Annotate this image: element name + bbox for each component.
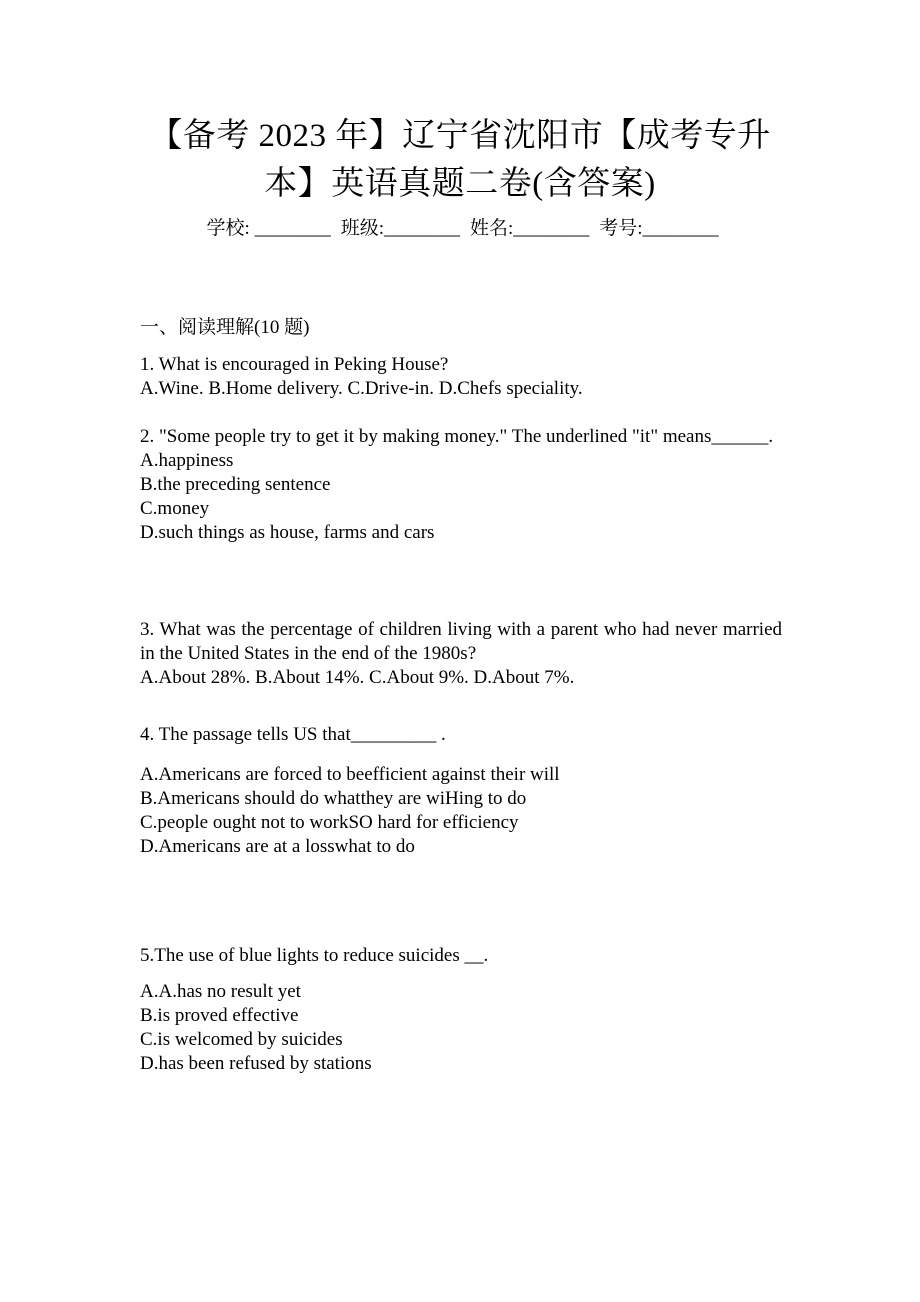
option-a: A.Americans are forced to beefficient against their will	[140, 764, 560, 785]
question-5-options	[140, 980, 782, 1076]
question-4	[140, 723, 782, 747]
option-c: C.people ought not to workSO hard for efficiency	[140, 812, 519, 833]
info-name	[470, 218, 589, 239]
question-4-options	[140, 763, 782, 859]
option-a: A.happiness	[140, 450, 234, 471]
question-3	[140, 618, 782, 690]
info-label: 学校:	[206, 218, 250, 239]
option-c: C.is welcomed by suicides	[140, 1029, 343, 1050]
info-label: 考号:	[599, 218, 643, 239]
info-exam-number	[599, 218, 718, 239]
question-2	[140, 425, 782, 545]
option-d: D.such things as house, farms and cars	[140, 522, 435, 543]
question-stem: 5.The use of blue lights to reduce suicides __.	[140, 945, 489, 966]
info-label: 班级:	[340, 218, 384, 239]
title-line-2: 本】英语真题二卷(含答案)	[264, 166, 656, 202]
option-b: B.the preceding sentence	[140, 474, 331, 495]
info-blank: ________	[254, 218, 331, 239]
student-info-row	[0, 216, 920, 242]
option-c: C.money	[140, 498, 210, 519]
question-stem: 2. "Some people try to get it by making money." The underlined "it" means______.	[140, 426, 774, 447]
info-blank: ________	[513, 218, 590, 239]
title-line-1: 【备考 2023 年】辽宁省沈阳市【成考专升	[149, 118, 771, 154]
question-1	[140, 353, 782, 401]
question-stem: 1. What is encouraged in Peking House?	[140, 354, 449, 375]
question-stem: 4. The passage tells US that_________ .	[140, 724, 446, 745]
option-d: D.has been refused by stations	[140, 1053, 372, 1074]
option-b: B.Americans should do whatthey are wiHing to do	[140, 788, 527, 809]
question-options: A.Wine. B.Home delivery. C.Drive-in. D.Chefs speciality.	[140, 378, 583, 399]
option-b: B.is proved effective	[140, 1005, 299, 1026]
info-school	[201, 218, 330, 239]
section-heading: 一、阅读理解(10 题)	[140, 317, 310, 338]
document-title	[140, 112, 780, 208]
option-a: A.A.has no result yet	[140, 981, 301, 1002]
info-label: 姓名:	[470, 218, 514, 239]
question-5	[140, 944, 782, 968]
question-options: A.About 28%. B.About 14%. C.About 9%. D.About 7%.	[140, 667, 575, 688]
question-stem: 3. What was the percentage of children living with a parent who had never married in the United States in the end of the 1980s?	[140, 619, 782, 664]
info-class	[341, 218, 460, 239]
info-blank: ________	[642, 218, 719, 239]
option-d: D.Americans are at a losswhat to do	[140, 836, 415, 857]
info-blank: ________	[384, 218, 460, 239]
